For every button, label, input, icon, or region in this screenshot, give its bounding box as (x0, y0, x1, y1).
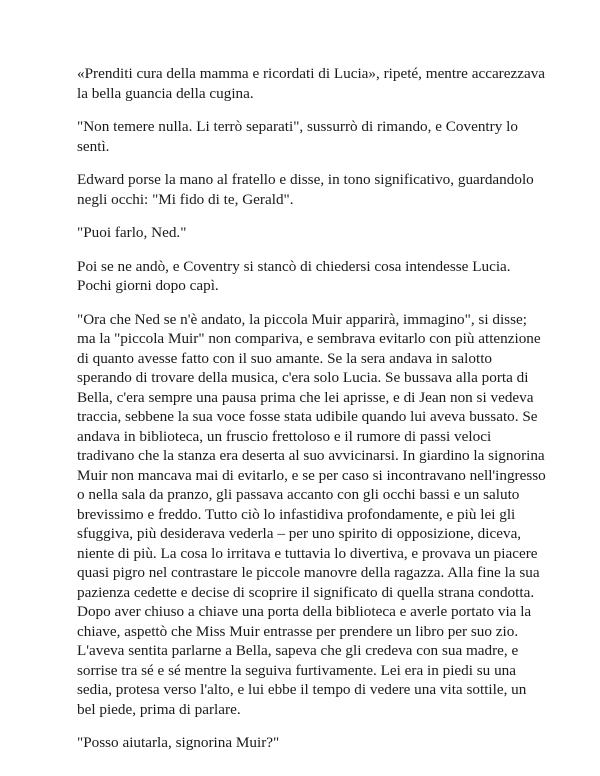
paragraph-7: "Posso aiutarla, signorina Muir?" (77, 734, 280, 751)
paragraph-6: "Ora che Ned se n'è andato, la piccola Muir apparirà, immagino", si disse; ma la "piccola Muir" non compariva, e sembrava evitarlo con più attenzione di quanto avesse fatto con il suo amante. Se la sera andava in salotto sperando di trovare della musica, c'era solo Lucia. Se bussava alla porta di Bella, c'era sempre una pausa prima che lei aprisse, e di Jean non si vedeva traccia, sebbene la sua voce fosse stata udibile quando lui aveva bussato. Se andava in biblioteca, un fruscio frettoloso e il rumore di passi veloci tradivano che la stanza era deserta al suo avvicinarsi. In giardino la signorina Muir non mancava mai di evitarlo, e se per caso si incontravano nell'ingresso o nella sala da pranzo, gli passava accanto con gli occhi bassi e un saluto brevissimo e freddo. Tutto ciò lo infastidiva profondamente, e più lei gli sfuggiva, più desiderava vederla – per uno spirito di opposizione, diceva, niente di più. La cosa lo irritava e tuttavia lo divertiva, e provava un piacere quasi pigro nel contrastare le piccole manovre della ragazza. Alla fine la sua pazienza cedette e decise di scoprire il significato di quella strana condotta. Dopo aver chiuso a chiave una porta della biblioteca e averle portato via la chiave, aspettò che Miss Muir entrasse per prendere un libro per suo zio. L'aveva sentita parlarne a Bella, sapeva che gli credeva con sua madre, e sorrise tra sé e sé mentre la seguiva furtivamente. Lei era in piedi su una sedia, protesa verso l'alto, e lui ebbe il tempo di vedere una vita sottile, un bel piede, prima di parlare. (77, 310, 546, 718)
paragraph-5: Poi se ne andò, e Coventry si stancò di chiedersi cosa intendesse Lucia. Pochi giorni dopo capì. (77, 257, 511, 294)
paragraph-3: Edward porse la mano al fratello e disse, in tono significativo, guardandolo negli occhi: "Mi fido di te, Gerald". (77, 171, 534, 208)
paragraph-4: "Puoi farlo, Ned." (77, 224, 187, 241)
document-page (77, 64, 547, 767)
paragraph-1: «Prenditi cura della mamma e ricordati di Lucia», ripeté, mentre accarezzava la bella guancia della cugina. (77, 65, 546, 102)
paragraph-2: "Non temere nulla. Li terrò separati", sussurrò di rimando, e Coventry lo sentì. (77, 118, 518, 155)
